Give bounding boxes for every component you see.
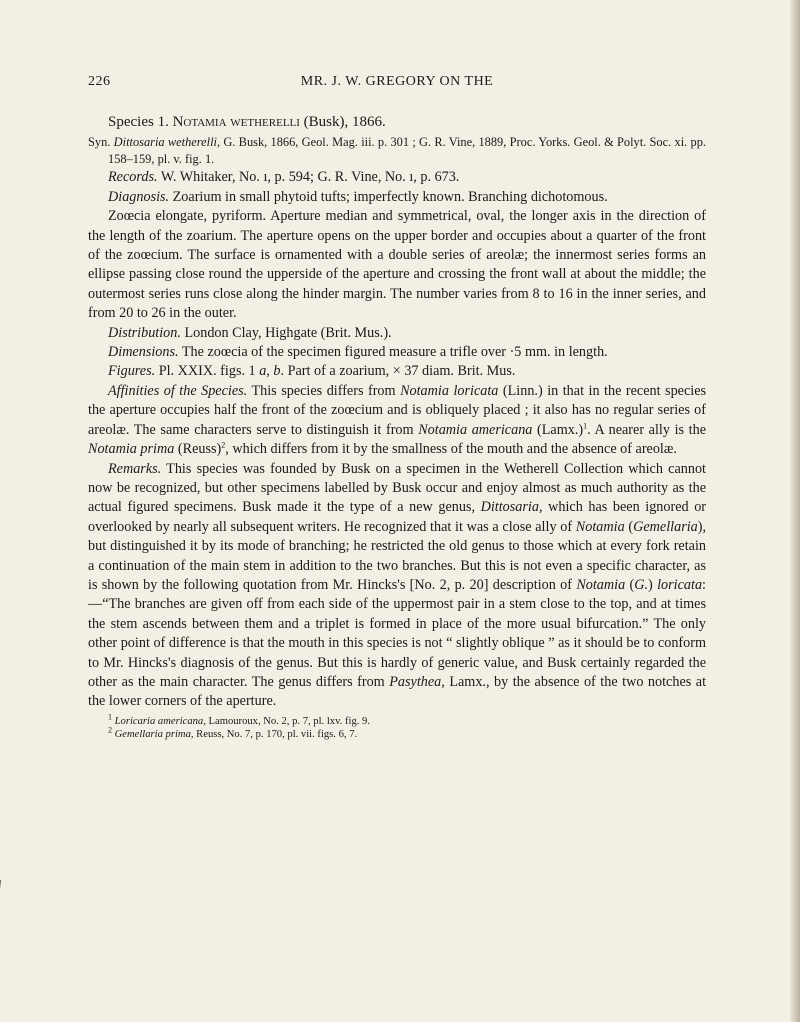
article-body — [88, 113, 706, 741]
header-title: MR. J. W. GREGORY ON THE — [300, 74, 494, 89]
distribution-paragraph: Distribution. London Clay, Highgate (Brit. Mus.). — [108, 324, 392, 341]
species-name: Notamia wetherelli — [172, 114, 300, 130]
diagnosis-paragraph: Diagnosis. Zoarium in small phytoid tufts; imperfectly known. Branching dichotomous. — [108, 188, 608, 205]
figures-paragraph: Figures. Pl. XXIX. figs. 1 a, b. Part of a zoarium, × 37 diam. Brit. Mus. — [108, 363, 516, 380]
synonym-name: Dittosaria wetherelli, — [113, 135, 221, 150]
dimensions-paragraph: Dimensions. The zoœcia of the specimen figured measure a trifle over ·5 mm. in length. — [108, 344, 608, 361]
records-paragraph: Records. W. Whitaker, No. ı, p. 594; G. R. Vine, No. ı, p. 673. — [108, 169, 460, 186]
footnote-ref-1: 1 — [583, 420, 588, 430]
footnote-2: $^2$ Gemellaria prima, Reuss, No. 7, p. 170, pl. vii. figs. 6, 7. — [108, 725, 358, 740]
page-number: 226 — [88, 74, 111, 89]
footnotes — [88, 712, 706, 741]
species-heading: Species 1. Notamia wetherelli (Busk), 1866. — [108, 114, 386, 130]
page-corner-line — [0, 880, 17, 1022]
synonymy: Syn. Dittosaria wetherelli, G. Busk, 1866, Geol. Mag. iii. p. 301 ; G. R. Vine, 1889, Proc. Yorks. Geol. & Polyt. Soc. xi. pp. 158–159, pl. v. fig. 1. — [88, 135, 706, 166]
page-edge-shadow — [790, 0, 800, 1022]
running-head — [88, 74, 706, 98]
footnote-1: $^1$ Loricaria americana, Lamouroux, No. 2, p. 7, pl. lxv. fig. 9. — [108, 712, 370, 727]
description-paragraph: Zoœcia elongate, pyriform. Aperture median and symmetrical, oval, the longer axis in the direction of the length of the zoarium. The aperture opens on the upper border and occupies about a quarter of the front of the zoœcium. The surface is ornamented with a double series of areolæ; the innermost series forms an ellipse passing close round the upperside of the aperture and crossing the front wall at about the middle; the outermost series runs close along the hinder margin. The number varies from 8 to 16 in the inner series, and from 20 to 26 in the outer. — [88, 208, 706, 322]
remarks-paragraph: Remarks. This species was founded by Busk on a specimen in the Wetherell Collection which cannot now be recognized, but other specimens labelled by Busk occur and enjoy almost as much authority as the actual figured specimens. Busk made it the type of a new genus, Dittosaria, which has been ignored or overlooked by nearly all subsequent writers. He recognized that it was a close ally of Notamia (Gemellaria), but distinguished it by its mode of branching; he restricted the old genus to those which at every fork retain a continuation of the main stem in addition to the two branches. But this is not even a specific character, as is shown by the following quotation from Mr. Hincks's [No. 2, p. 20] description of Notamia (G.) loricata:—“The branches are given off from each side of the uppermost pair in a stem close to the top, and at times the stem ascends between them and a triplet is formed in place of the more usual bifurcation.” The only other point of difference is that the mouth in this species is not “ slightly oblique ” as it should be to conform to Mr. Hincks's diagnosis of the genus. But this is hardly of generic value, and Busk certainly regarded the other as the main character. The genus differs from Pasythea, Lamx., by the absence of the two notches at the lower corners of the aperture. — [88, 460, 707, 710]
footnote-ref-2: 2 — [221, 440, 226, 450]
affinities-paragraph: Affinities of the Species. This species differs from Notamia loricata (Linn.) in that in the recent species the aperture occupies half the front of the zoœcium and is obliquely placed ; it also has no regular series of areolæ. The same characters serve to distinguish it from Notamia americana (Lamx.)$^1$. A nearer ally is the Notamia prima (Reuss)$^2$, which differs from it by the smallness of the mouth and the absence of areolæ. — [88, 382, 707, 458]
